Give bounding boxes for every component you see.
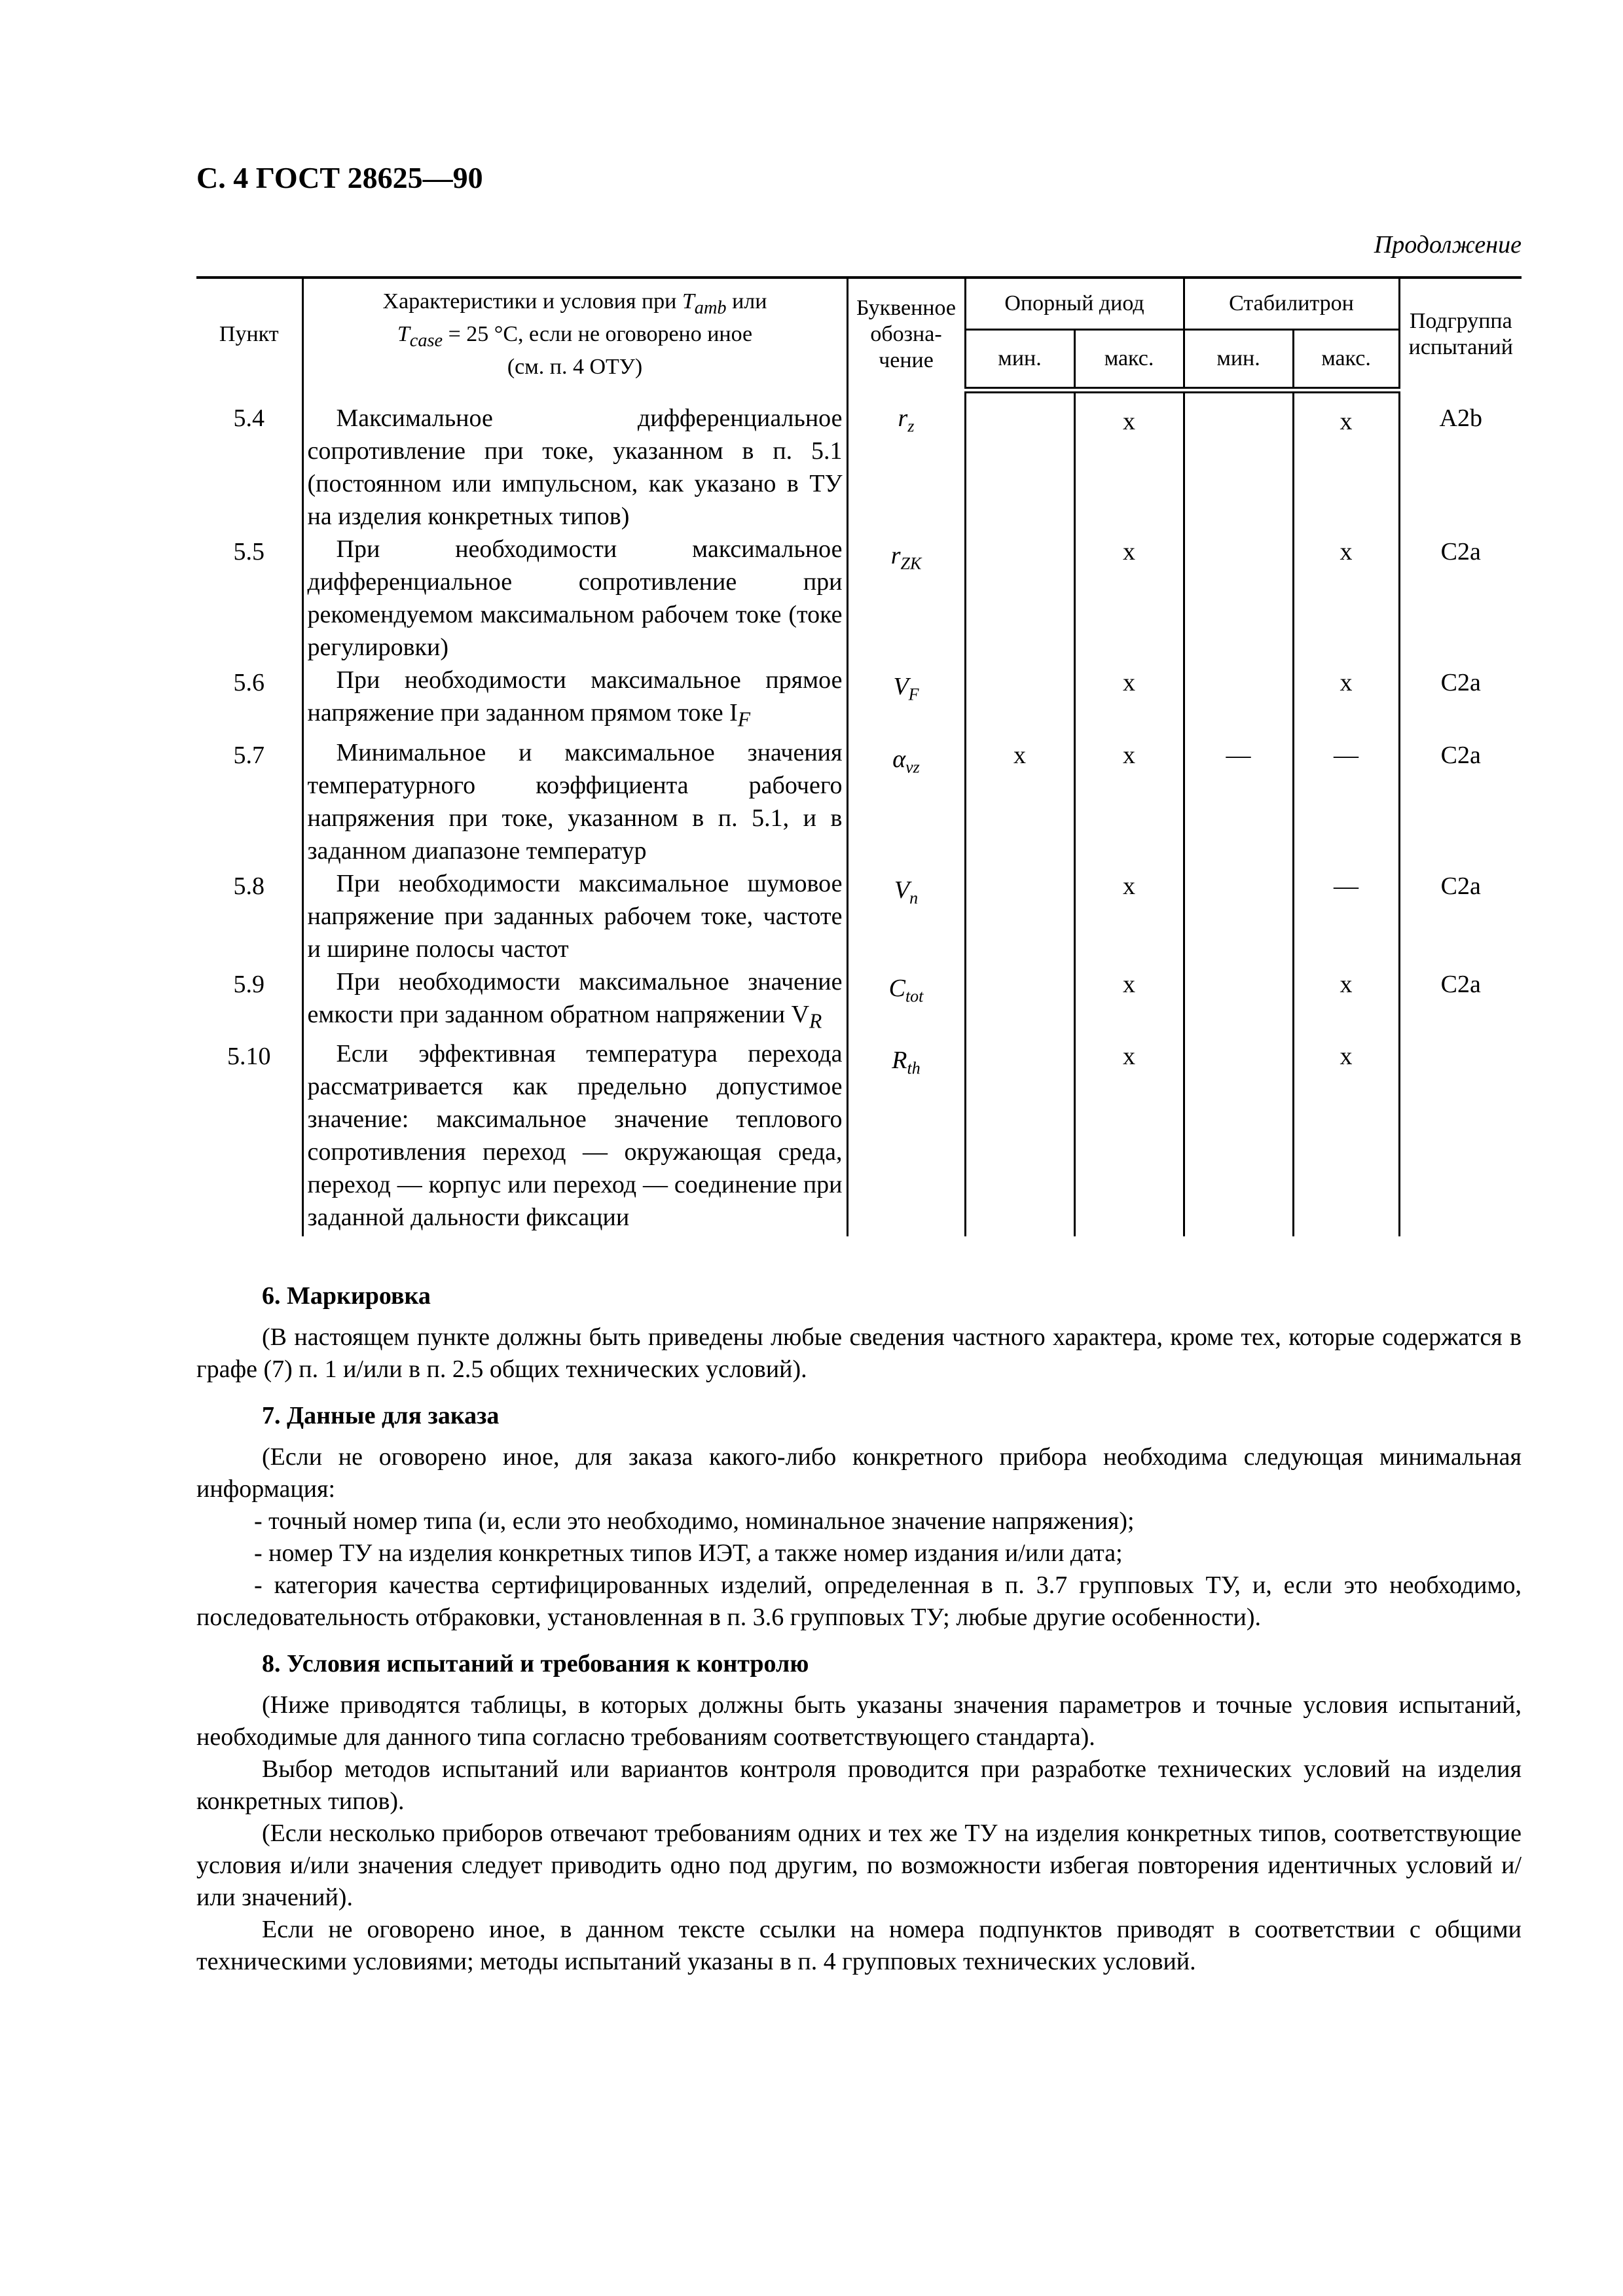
- table-row: [196, 1037, 1522, 1236]
- table-row: [196, 965, 1522, 1038]
- header-ref-max: макс.: [1074, 330, 1184, 391]
- header-characteristics: Характеристики и условия при $T_{amb}$ или $T_{case} = 25$ °С, если не оговорено иное (см. п. 4 ОТУ): [302, 278, 847, 390]
- item-number: 5.7: [196, 736, 302, 867]
- ref-min: [965, 1037, 1074, 1236]
- ref-min: [965, 533, 1074, 664]
- table-row: [196, 736, 1522, 867]
- symbol: $C_{tot}$: [847, 965, 965, 1038]
- subgroup: C2a: [1399, 965, 1522, 1038]
- table-row: [196, 390, 1522, 533]
- list-item: - категория качества сертифицированных изделий, определенная в п. 3.7 групповых ТУ, и, если это необходимо, последовательность отбраковки, установленная в п. 3.6 групповых ТУ; любые другие особенности).: [196, 1571, 1522, 1631]
- header-symbol: Буквенное обозна-чение: [847, 278, 965, 390]
- characteristic: При необходимости максимальное прямое напряжение при заданном прямом токе $I_F$: [302, 664, 847, 736]
- ref-min: x: [965, 736, 1074, 867]
- symbol: $V_F$: [847, 664, 965, 736]
- stab-min: [1184, 664, 1293, 736]
- header-reference-diode: Опорный диод: [965, 278, 1184, 330]
- subgroup: [1399, 1037, 1522, 1236]
- header-stab-min: мин.: [1184, 330, 1293, 391]
- subgroup: C2a: [1399, 533, 1522, 664]
- item-number: 5.9: [196, 965, 302, 1038]
- section-6-heading: 6. Маркировка: [262, 1282, 431, 1310]
- stab-min: [1184, 867, 1293, 965]
- paragraph: (Ниже приводятся таблицы, в которых должны быть указаны значения параметров и точные условия испытаний, необходимые для данного типа согласно требованиям соответствующего стандарта).: [196, 1691, 1522, 1751]
- stab-min: —: [1184, 736, 1293, 867]
- paragraph: (Если не оговорено иное, для заказа какого-либо конкретного прибора необходима следующая минимальная информация:: [196, 1443, 1522, 1503]
- list-item: - точный номер типа (и, если это необходимо, номинальное значение напряжения);: [254, 1507, 1135, 1535]
- symbol: $V_n$: [847, 867, 965, 965]
- table-row: [196, 664, 1522, 736]
- body-text: [196, 1270, 1522, 1978]
- ref-min: [965, 390, 1074, 533]
- ref-max: x: [1074, 965, 1184, 1038]
- symbol: $\alpha_{vz}$: [847, 736, 965, 867]
- stab-max: x: [1293, 390, 1399, 533]
- subgroup: C2a: [1399, 664, 1522, 736]
- header-stab-max: макс.: [1293, 330, 1399, 391]
- item-number: 5.6: [196, 664, 302, 736]
- ref-max: x: [1074, 736, 1184, 867]
- paragraph: (В настоящем пункте должны быть приведены любые сведения частного характера, кроме тех, которые содержатся в графе (7) п. 1 и/или в п. 2.5 общих технических условий).: [196, 1323, 1522, 1383]
- item-number: 5.8: [196, 867, 302, 965]
- subgroup: C2a: [1399, 867, 1522, 965]
- subgroup: C2a: [1399, 736, 1522, 867]
- ref-min: [965, 867, 1074, 965]
- symbol: $R_{th}$: [847, 1037, 965, 1236]
- stab-max: x: [1293, 533, 1399, 664]
- stab-min: [1184, 390, 1293, 533]
- characteristic: При необходимости максимальное значение емкости при заданном обратном напряжении $V_R$: [302, 965, 847, 1038]
- item-number: 5.10: [196, 1037, 302, 1236]
- ref-min: [965, 965, 1074, 1038]
- ref-min: [965, 664, 1074, 736]
- header-item: Пункт: [196, 278, 302, 390]
- stab-max: —: [1293, 736, 1399, 867]
- characteristic: При необходимости максимальное дифференциальное сопротивление при рекомендуемом максимальном рабочем токе (токе регулировки): [302, 533, 847, 664]
- header-subgroup: Подгруппа испытаний: [1399, 278, 1522, 390]
- table-row: [196, 867, 1522, 965]
- parameters-table: [196, 276, 1522, 1236]
- table-row: [196, 533, 1522, 664]
- paragraph: Выбор методов испытаний или вариантов контроля проводится при разработке технических условий на изделия конкретных типов).: [196, 1755, 1522, 1815]
- stab-max: x: [1293, 965, 1399, 1038]
- section-8-heading: 8. Условия испытаний и требования к контролю: [262, 1650, 809, 1677]
- page-title: С. 4 ГОСТ 28625—90: [196, 161, 483, 194]
- characteristic: Максимальное дифференциальное сопротивление при токе, указанном в п. 5.1 (постоянном или импульсном, как указано в ТУ на изделия конкретных типов): [302, 390, 847, 533]
- stab-min: [1184, 965, 1293, 1038]
- header-stabilitron: Стабилитрон: [1184, 278, 1399, 330]
- stab-max: x: [1293, 664, 1399, 736]
- subgroup: A2b: [1399, 390, 1522, 533]
- header-ref-min: мин.: [965, 330, 1074, 391]
- stab-max: —: [1293, 867, 1399, 965]
- stab-min: [1184, 1037, 1293, 1236]
- ref-max: x: [1074, 1037, 1184, 1236]
- symbol: $r_{ZK}$: [847, 533, 965, 664]
- list-item: - номер ТУ на изделия конкретных типов ИЭТ, а также номер издания и/или дата;: [254, 1539, 1123, 1567]
- paragraph: (Если несколько приборов отвечают требованиям одних и тех же ТУ на изделия конкретных типов, соответствующие условия и/или значения следует приводить одно под другим, по возможности избегая повторения идентичных условий и/или значений).: [196, 1820, 1522, 1911]
- ref-max: x: [1074, 664, 1184, 736]
- symbol: $r_z$: [847, 390, 965, 533]
- characteristic: При необходимости максимальное шумовое напряжение при заданных рабочем токе, частоте и ширине полосы частот: [302, 867, 847, 965]
- characteristic: Если эффективная температура перехода рассматривается как предельно допустимое значение: максимальное значение теплового сопротивления переход — окружающая среда, переход — корпус или переход — соединение при заданной дальности фиксации: [302, 1037, 847, 1236]
- ref-max: x: [1074, 390, 1184, 533]
- item-number: 5.5: [196, 533, 302, 664]
- stab-min: [1184, 533, 1293, 664]
- item-number: 5.4: [196, 390, 302, 533]
- stab-max: x: [1293, 1037, 1399, 1236]
- continuation-label: Продолжение: [1374, 231, 1522, 259]
- paragraph: Если не оговорено иное, в данном тексте ссылки на номера подпунктов приводят в соответствии с общими техническими условиями; методы испытаний указаны в п. 4 групповых технических условий.: [196, 1916, 1522, 1975]
- ref-max: x: [1074, 533, 1184, 664]
- characteristic: Минимальное и максимальное значения температурного коэффициента рабочего напряжения при токе, указанном в п. 5.1, и в заданном диапазоне температур: [302, 736, 847, 867]
- ref-max: x: [1074, 867, 1184, 965]
- section-7-heading: 7. Данные для заказа: [262, 1402, 500, 1429]
